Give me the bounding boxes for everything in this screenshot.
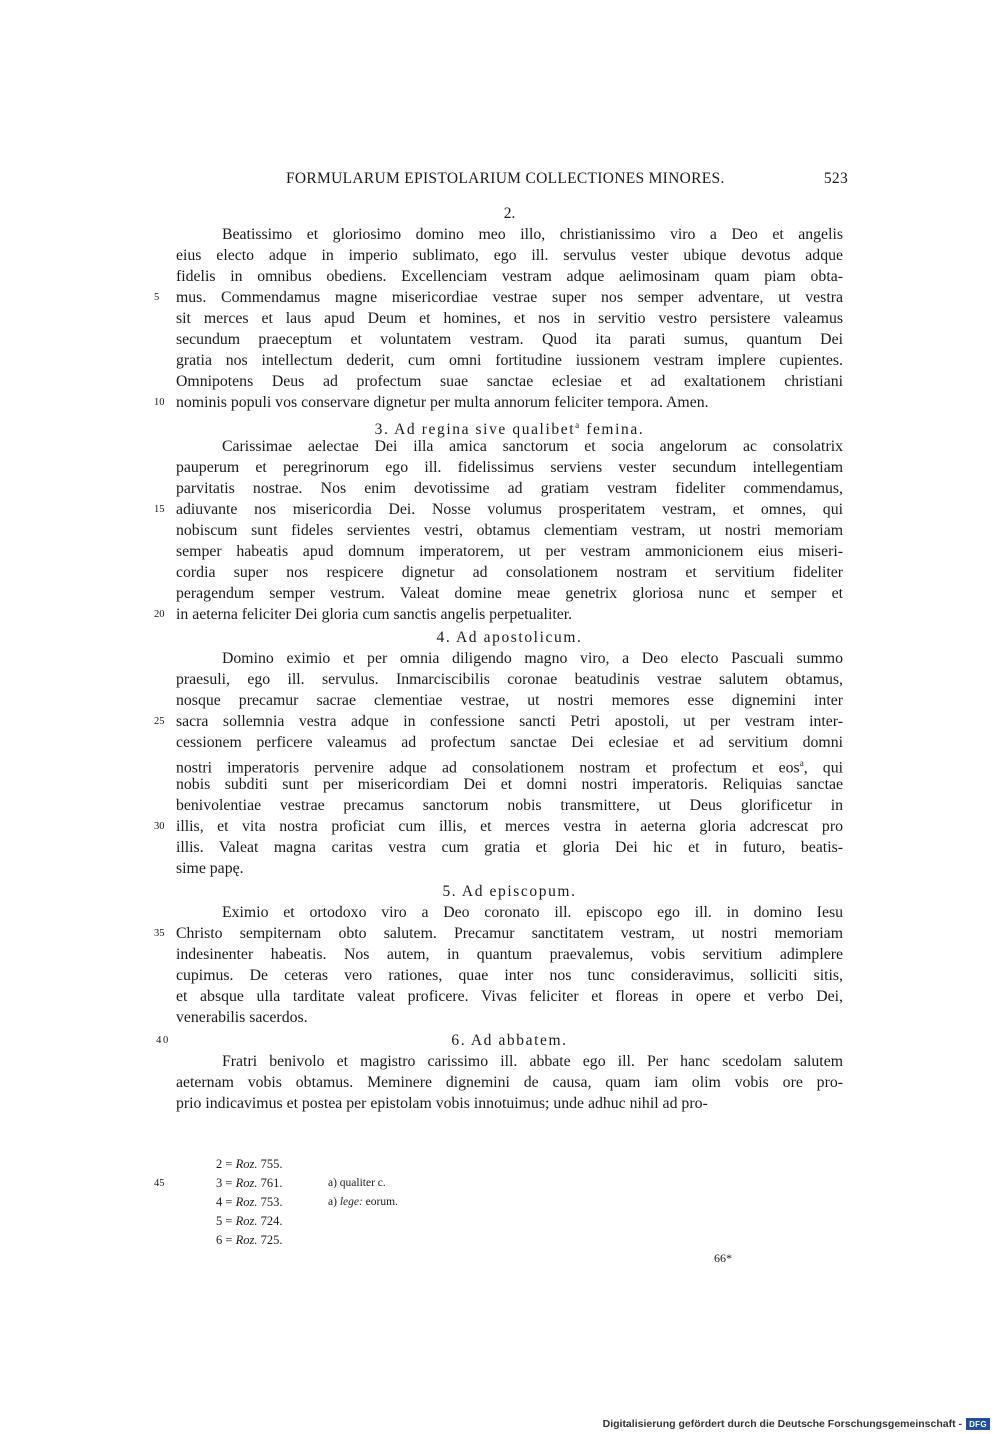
line-number: 20 bbox=[154, 609, 165, 620]
ref-number: 5 = bbox=[216, 1214, 236, 1228]
line-text: Fratri benivolo et magistro carissimo ill. abbate ego ill. Per hanc scedolam salutem bbox=[222, 1053, 843, 1070]
text-line bbox=[154, 499, 843, 520]
text-line bbox=[176, 520, 843, 541]
ref-entry: 725. bbox=[257, 1233, 283, 1247]
text-line bbox=[154, 816, 843, 837]
text-line bbox=[176, 1072, 843, 1093]
section-heading-text: 4. Ad apostolicum. bbox=[436, 629, 583, 646]
line-text: venerabilis sacerdos. bbox=[176, 1009, 308, 1026]
section-heading-text: 6. Ad abbatem. bbox=[451, 1032, 568, 1049]
line-number: 35 bbox=[154, 928, 165, 939]
concordance-ref bbox=[216, 1155, 282, 1174]
line-text: sacra sollemnia vestra adque in confessione sancti Petri apostoli, ut per vestram inter- bbox=[176, 713, 843, 730]
section-heading bbox=[176, 627, 843, 648]
line-text: peragendum semper vestrum. Valeat domine meae genetrix gloriosa nunc et semper et bbox=[176, 585, 843, 602]
text-line bbox=[176, 669, 843, 690]
text-line bbox=[176, 478, 843, 499]
section-heading-text: 3. Ad regina sive qualibet bbox=[374, 421, 576, 439]
section-heading-text: 5. Ad episcopum. bbox=[442, 883, 577, 900]
line-text: prio indicavimus et postea per epistolam vobis innotuimus; unde adhuc nihil ad pro- bbox=[176, 1095, 708, 1112]
line-text: semper habeatis apud domnum imperatorem, ut per vestram ammonicionem eius miseri- bbox=[176, 543, 843, 560]
text-line bbox=[176, 266, 843, 287]
footnote-row bbox=[176, 1212, 576, 1231]
ref-number: 3 = bbox=[216, 1176, 236, 1190]
concordance-ref bbox=[216, 1212, 282, 1231]
line-text: sime papę. bbox=[176, 860, 244, 877]
line-number: 30 bbox=[154, 821, 165, 832]
line-text: nobiscum sunt fideles servientes vestri, obtamus clementiam vestram, ut nostri memoriam bbox=[176, 522, 843, 539]
section-heading bbox=[156, 1030, 843, 1051]
ref-source: Roz. bbox=[235, 1233, 258, 1247]
line-text: Carissimae aelectae Dei illa amica sanctorum et socia angelorum ac consolatrix bbox=[222, 438, 843, 455]
text-line bbox=[176, 965, 843, 986]
line-text: aeternam vobis obtamus. Meminere dignemini de causa, quam iam olim vobis ore pro- bbox=[176, 1074, 843, 1091]
line-text: in aeterna feliciter Dei gloria cum sanctis angelis perpetualiter. bbox=[176, 606, 573, 623]
ref-source: Roz. bbox=[235, 1195, 258, 1209]
section-heading bbox=[176, 203, 843, 224]
text-line bbox=[176, 224, 843, 245]
line-text: nominis populi vos conservare dignetur per multa annorum feliciter tempora. Amen. bbox=[176, 394, 709, 411]
text-line bbox=[176, 648, 843, 669]
text-line bbox=[176, 350, 843, 371]
text-line bbox=[176, 902, 843, 923]
line-number: 25 bbox=[154, 716, 165, 727]
text-line bbox=[176, 562, 843, 583]
annotation-text: a) bbox=[328, 1196, 340, 1208]
footnote-row bbox=[154, 1174, 576, 1193]
text-line bbox=[154, 923, 843, 944]
line-number: 40 bbox=[156, 1035, 170, 1046]
text-line bbox=[176, 371, 843, 392]
line-number: 15 bbox=[154, 504, 165, 515]
ref-source: Roz. bbox=[235, 1214, 258, 1228]
text-line bbox=[176, 753, 843, 777]
text-line bbox=[176, 986, 843, 1007]
annotation-text: a) qualiter c. bbox=[328, 1177, 386, 1189]
concordance-ref bbox=[216, 1174, 282, 1193]
text-line bbox=[176, 795, 843, 816]
footnote-row bbox=[176, 1155, 576, 1174]
ref-source: Roz. bbox=[235, 1176, 258, 1190]
ref-entry: 724. bbox=[257, 1214, 283, 1228]
text-line bbox=[176, 583, 843, 604]
ref-source: Roz. bbox=[235, 1157, 258, 1171]
line-text: illis. Valeat magna caritas vestra cum gratia et gloria Dei hic et in futuro, beatis- bbox=[176, 839, 843, 856]
line-text: indesinenter habeatis. Nos autem, in quantum praevalemus, vobis servitium adimplere bbox=[176, 946, 843, 963]
text-line bbox=[176, 541, 843, 562]
text-line bbox=[176, 457, 843, 478]
text-line bbox=[154, 711, 843, 732]
line-text: praesuli, ego ill. servulus. Inmarciscibilis coronae beatudinis vestrae salutem obtamus, bbox=[176, 671, 843, 688]
credit-text: Digitalisierung gefördert durch die Deutsche Forschungsgemeinschaft - bbox=[602, 1418, 962, 1430]
footnote-annotation bbox=[328, 1174, 386, 1193]
line-text: nobis subditi sunt per misericordiam Dei et domni nostri imperatoris. Reliquias sanctae bbox=[176, 776, 843, 793]
line-text: eius electo adque in imperio sublimato, ego ill. servulus vester ubique devotus adque bbox=[176, 247, 843, 264]
line-text: sit merces et laus apud Deum et homines, et nos in servitio vestro persistere valeamus bbox=[176, 310, 843, 327]
line-text: benivolentiae vestrae precamus sanctorum nobis transmittere, ut Deus glorificetur in bbox=[176, 797, 843, 814]
line-number: 45 bbox=[154, 1178, 165, 1189]
line-text: pauperum et peregrinorum ego ill. fidelissimus serviens vester secundum intellegentiam bbox=[176, 459, 843, 476]
text-line bbox=[176, 436, 843, 457]
section-heading-tail: femina. bbox=[580, 421, 645, 439]
line-text: illis, et vita nostra proficiat cum illis, et merces vestra in aeterna gloria adcrescat pro bbox=[176, 818, 843, 835]
text-line bbox=[176, 837, 843, 858]
line-text: cupimus. De ceteras vero rationes, quae inter nos tunc consideravimus, solliciti sitis, bbox=[176, 967, 843, 984]
annotation-tail: eorum. bbox=[362, 1196, 398, 1208]
line-number: 5 bbox=[154, 292, 160, 303]
text-line bbox=[176, 245, 843, 266]
text-line bbox=[176, 690, 843, 711]
line-text: Omnipotens Deus ad profectum suae sanctae eclesiae et ad exaltationem christiani bbox=[176, 373, 843, 390]
line-text: secundum praeceptum et voluntatem vestram. Quod ita parati sumus, quantum Dei bbox=[176, 331, 843, 348]
text-line bbox=[176, 1007, 843, 1028]
ref-number: 4 = bbox=[216, 1195, 236, 1209]
text-line bbox=[176, 858, 843, 879]
text-line bbox=[176, 308, 843, 329]
ref-entry: 755. bbox=[257, 1157, 283, 1171]
footnotes bbox=[154, 1155, 576, 1250]
line-text: Eximio et ortodoxo viro a Deo coronato ill. episcopo ego ill. in domino Iesu bbox=[222, 904, 843, 921]
sheet-signature: 66* bbox=[714, 1251, 732, 1265]
line-text: mus. Commendamus magne misericordiae vestrae super nos semper adventare, ut vestra bbox=[176, 289, 843, 306]
footnote-row bbox=[176, 1231, 576, 1250]
line-text: nostri imperatoris pervenire adque ad consolationem nostram et profectum et eos bbox=[176, 759, 800, 777]
ref-entry: 761. bbox=[257, 1176, 283, 1190]
line-text: Domino eximio et per omnia diligendo magno viro, a Deo electo Pascuali summo bbox=[222, 650, 843, 667]
line-text: adiuvante nos misericordia Dei. Nosse volumus prosperitatem vestram, et omnes, qui bbox=[176, 501, 843, 518]
concordance-ref bbox=[216, 1193, 282, 1212]
line-text: cordia super nos respicere dignetur ad consolationem nostram et servitium fideliter bbox=[176, 564, 843, 581]
footnote-marker: a bbox=[799, 758, 804, 768]
footnote-marker: a bbox=[575, 420, 581, 430]
section-heading bbox=[176, 881, 843, 902]
section-heading bbox=[176, 415, 843, 439]
line-text: gratia nos intellectum dederit, cum omni fortitudine iussionem vestram implere cupientes. bbox=[176, 352, 843, 369]
annotation-italic: lege: bbox=[339, 1196, 363, 1208]
page-number: 523 bbox=[823, 170, 848, 187]
text-line bbox=[176, 732, 843, 753]
text-line bbox=[176, 944, 843, 965]
line-text: Beatissimo et gloriosimo domino meo illo, christianissimo viro a Deo et angelis bbox=[222, 226, 843, 243]
footnote-annotation bbox=[328, 1193, 398, 1212]
text-line bbox=[176, 1093, 843, 1114]
running-title: FORMULARUM EPISTOLARIUM COLLECTIONES MINORES. bbox=[286, 170, 725, 187]
footnote-row bbox=[176, 1193, 576, 1212]
line-text: nosque precamur sacrae clementiae vestrae, ut nostri memores esse dignemini inter bbox=[176, 692, 843, 709]
dfg-logo-icon: DFG bbox=[966, 1418, 990, 1430]
text-line bbox=[176, 329, 843, 350]
line-text: parvitatis nostrae. Nos enim devotissime ad gratiam vestram fideliter commendamus, bbox=[176, 480, 843, 497]
line-text: cessionem perficere valeamus ad profectum sanctae Dei eclesiae et ad servitium domni bbox=[176, 734, 843, 751]
text-line bbox=[154, 392, 843, 413]
ref-number: 2 = bbox=[216, 1157, 236, 1171]
section-heading-text: 2. bbox=[503, 205, 516, 222]
digitization-credit bbox=[603, 1417, 990, 1431]
text-line bbox=[176, 1051, 843, 1072]
concordance-ref bbox=[216, 1231, 282, 1250]
line-number: 10 bbox=[154, 397, 165, 408]
running-head bbox=[176, 170, 848, 192]
ref-entry: 753. bbox=[257, 1195, 283, 1209]
text-line bbox=[154, 287, 843, 308]
text-line bbox=[176, 774, 843, 795]
ref-number: 6 = bbox=[216, 1233, 236, 1247]
text-line bbox=[154, 604, 843, 625]
body-text bbox=[154, 203, 843, 1114]
line-text: fidelis in omnibus obediens. Excellenciam vestram adque aelimosinam quam piam obta- bbox=[176, 268, 843, 285]
line-text: Christo sempiternam obto salutem. Precamur sanctitatem vestram, ut nostri memoriam bbox=[176, 925, 843, 942]
line-text: et absque ulla tarditate valeat proficere. Vivas feliciter et floreas in opere et verbo Dei, bbox=[176, 988, 843, 1005]
line-tail: , qui bbox=[803, 759, 843, 777]
